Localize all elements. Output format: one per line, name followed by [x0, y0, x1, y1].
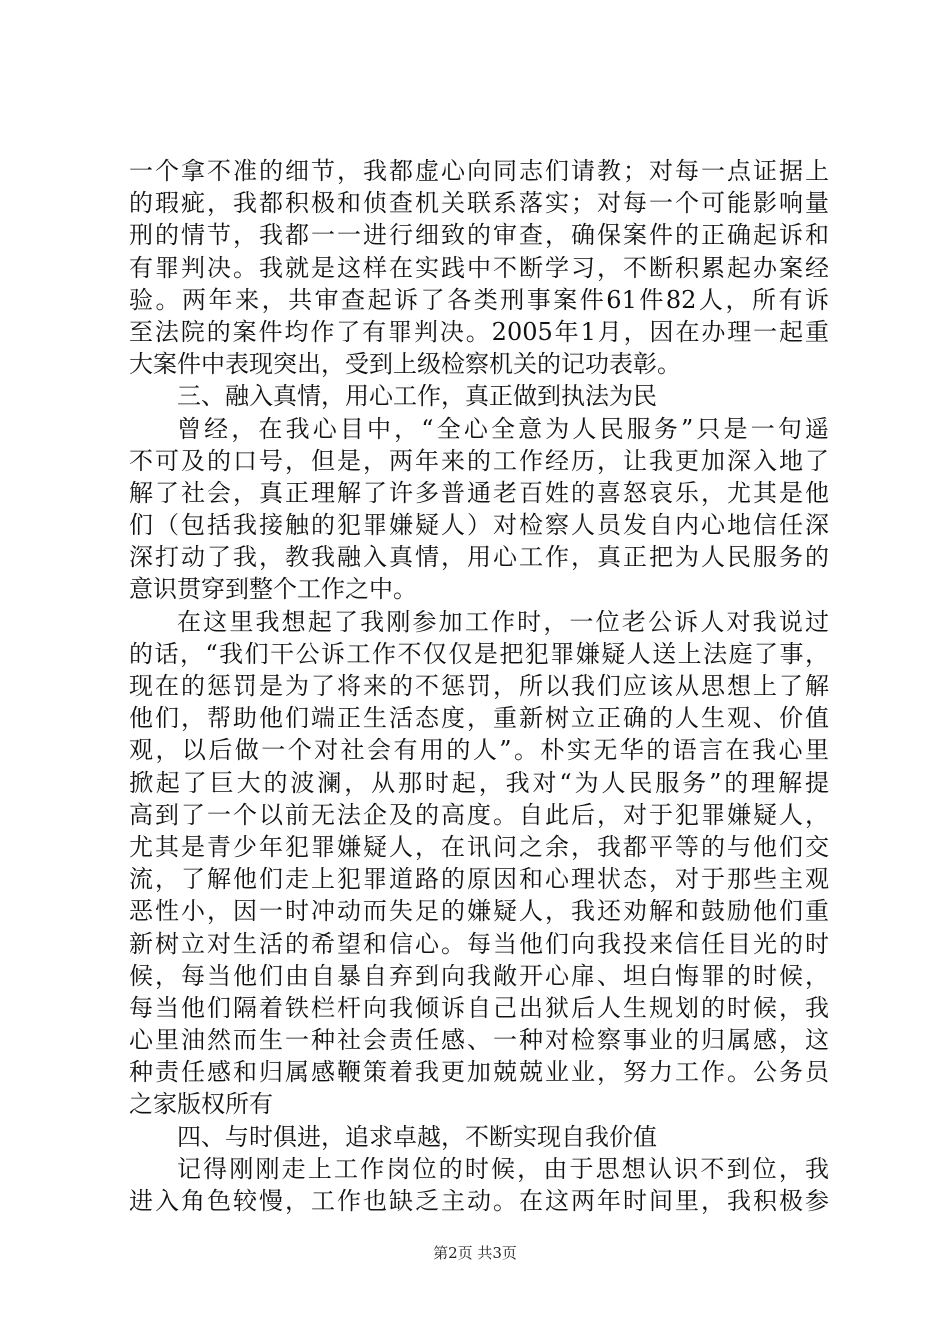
page-footer: 第2页 共3页 [433, 1244, 517, 1262]
text-line: 意识贯穿到整个工作之中。 [129, 575, 417, 604]
text-line: 刑的情节，我都一一进行细致的审查，确保案件的正确起诉和 [129, 221, 829, 250]
text-line: 尤其是青少年犯罪嫌疑人，在讯问之余，我都平等的与他们交 [129, 832, 829, 861]
text-line: 不可及的口号，但是，两年来的工作经历，让我更加深入地了 [129, 446, 829, 475]
text-line: 们（包括我接触的犯罪嫌疑人）对检察人员发自内心地信任深 [129, 511, 829, 540]
text-line: 验。两年来，共审查起诉了各类刑事案件61件82人，所有诉 [129, 285, 829, 314]
text-line: 记得刚刚走上工作岗位的时候，由于思想认识不到位，我 [177, 1154, 829, 1183]
text-line: 恶性小，因一时冲动而失足的嫌疑人，我还劝解和鼓励他们重 [129, 897, 829, 926]
text-line: 种责任感和归属感鞭策着我更加兢兢业业，努力工作。公务员 [129, 1058, 829, 1087]
text-line: 观，以后做一个对社会有用的人”。朴实无华的语言在我心里 [129, 736, 829, 765]
text-line: 有罪判决。我就是这样在实践中不断学习，不断积累起办案经 [129, 253, 829, 282]
text-line: 在这里我想起了我刚参加工作时，一位老公诉人对我说过 [177, 607, 829, 636]
text-line: 之家版权所有 [129, 1090, 273, 1119]
text-line: 候，每当他们由自暴自弃到向我敞开心扉、坦白悔罪的时候， [129, 961, 829, 990]
text-line: 四、与时俱进，追求卓越，不断实现自我价值 [177, 1122, 657, 1151]
text-line: 大案件中表现突出，受到上级检察机关的记功表彰。 [129, 350, 681, 379]
text-line: 的瑕疵，我都积极和侦查机关联系落实；对每一个可能影响量 [129, 189, 829, 218]
text-line: 掀起了巨大的波澜，从那时起，我对“为人民服务”的理解提 [129, 768, 829, 797]
text-line: 进入角色较慢，工作也缺乏主动。在这两年时间里，我积极参 [129, 1187, 829, 1215]
text-line: 解了社会，真正理解了许多普通老百姓的喜怒哀乐，尤其是他 [129, 478, 829, 507]
text-line: 流，了解他们走上犯罪道路的原因和心理状态，对于那些主观 [129, 865, 829, 894]
text-line: 三、融入真情，用心工作，真正做到执法为民 [177, 382, 657, 411]
text-line: 高到了一个以前无法企及的高度。自此后，对于犯罪嫌疑人， [129, 800, 829, 829]
text-line: 至法院的案件均作了有罪判决。2005年1月，因在办理一起重 [129, 317, 829, 346]
text-line: 深打动了我，教我融入真情，用心工作，真正把为人民服务的 [129, 543, 829, 572]
text-line: 现在的惩罚是为了将来的不惩罚，所以我们应该从思想上了解 [129, 672, 829, 700]
text-line: 每当他们隔着铁栏杆向我倾诉自己出狱后人生规划的时候，我 [129, 993, 829, 1022]
text-line: 曾经，在我心目中，“全心全意为人民服务”只是一句遥 [177, 414, 829, 443]
text-line: 他们，帮助他们端正生活态度，重新树立正确的人生观、价值 [129, 704, 829, 733]
text-line: 一个拿不准的细节，我都虚心向同志们请教；对每一点证据上 [129, 157, 829, 185]
text-line: 的话，“我们干公诉工作不仅仅是把犯罪嫌疑人送上法庭了事， [129, 639, 829, 668]
text-line: 新树立对生活的希望和信心。每当他们向我投来信任目光的时 [129, 929, 829, 958]
body-text [129, 155, 829, 1217]
text-line: 心里油然而生一种社会责任感、一种对检察事业的归属感，这 [129, 1026, 829, 1055]
